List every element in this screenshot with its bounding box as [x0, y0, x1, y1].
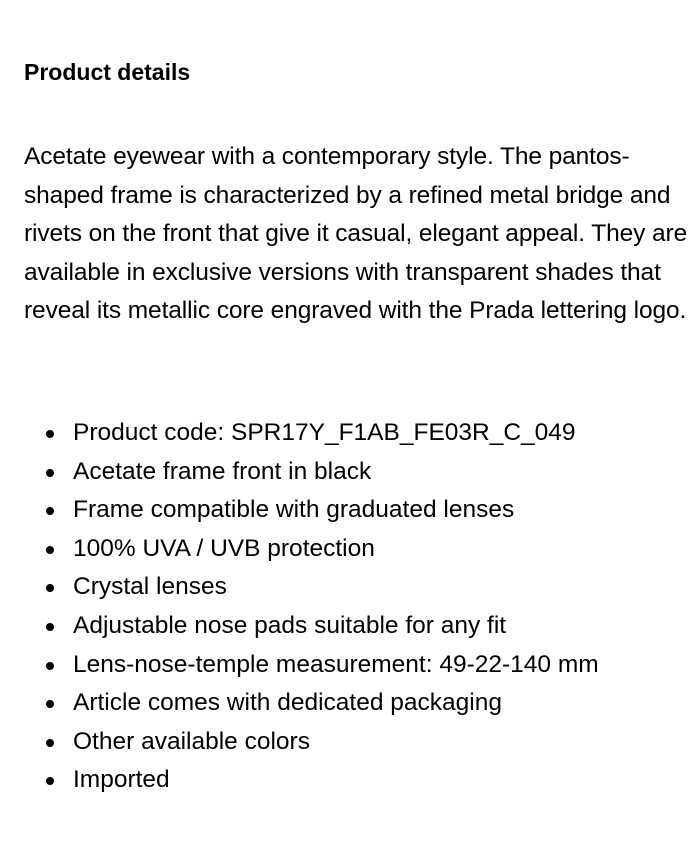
spec-item-crystal-lenses: Crystal lenses [24, 568, 599, 607]
product-details-title: Product details [24, 59, 191, 85]
product-description: Acetate eyewear with a contemporary style. The pantos-shaped frame is characterized by a refined metal bridge and rivets on the front that give it casual, elegant appeal. They are available in exclusive versions with transparent shades that reveal its metallic core engraved with the Prada lettering logo. [24, 143, 688, 325]
spec-item-imported: Imported [24, 761, 599, 800]
product-spec-list [24, 414, 599, 800]
spec-item-frame-front: Acetate frame front in black [24, 453, 599, 492]
spec-item-uv-protection: 100% UVA / UVB protection [24, 530, 599, 569]
spec-item-product-code: Product code: SPR17Y_F1AB_FE03R_C_049 [24, 414, 599, 453]
spec-item-other-colors: Other available colors [24, 723, 599, 762]
spec-item-packaging: Article comes with dedicated packaging [24, 684, 599, 723]
spec-item-nose-pads: Adjustable nose pads suitable for any fit [24, 607, 599, 646]
spec-item-graduated-lenses: Frame compatible with graduated lenses [24, 491, 599, 530]
spec-item-measurement: Lens-nose-temple measurement: 49-22-140 mm [24, 646, 599, 685]
